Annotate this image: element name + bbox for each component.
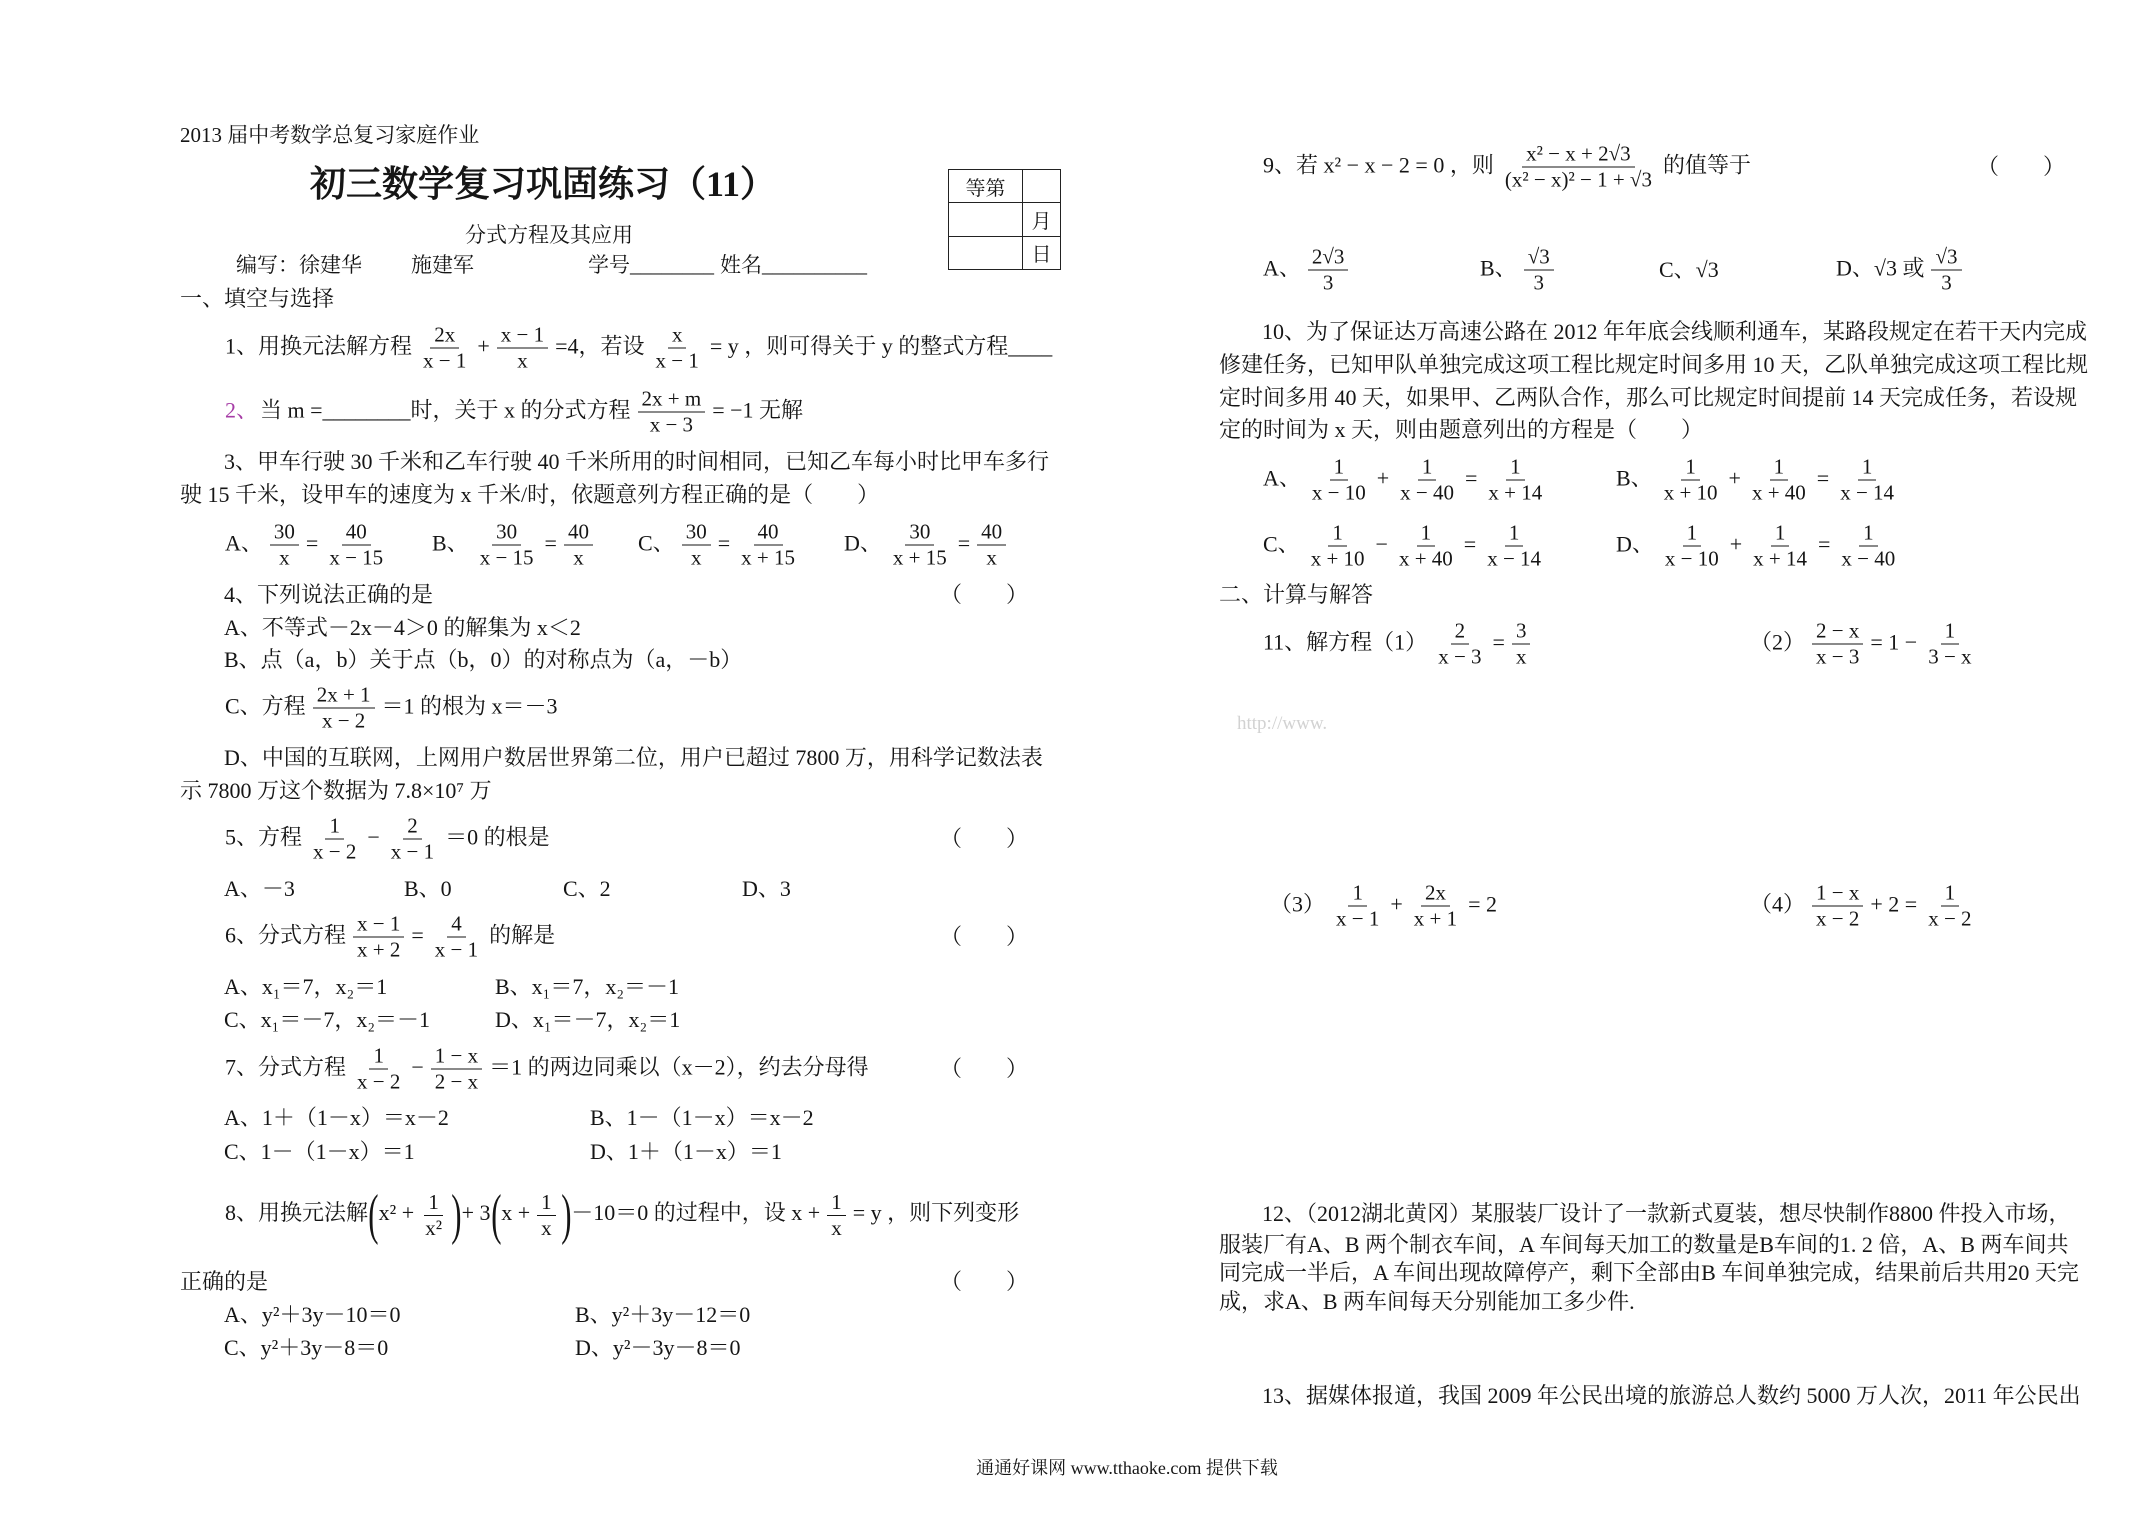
fraction-denominator: x − 15 [329,545,384,570]
fraction-numerator: 2x [1421,881,1450,907]
q10-option-a [1262,455,1552,506]
text-segment: − [367,824,380,850]
text-segment: B、 [1480,255,1517,281]
fraction-denominator: 3 [1533,270,1544,295]
q8-option-d: D、y²－3y－8＝0 [575,1335,741,1360]
fraction-numerator: 2x + m [638,387,706,413]
big-parenthesis: ) [560,1184,572,1246]
text-segment: 11、解方程（1） [1263,629,1428,655]
fraction [1512,619,1531,670]
q8-option-b: B、y²＋3y－12＝0 [575,1302,751,1327]
text-segment: C、√3 [1659,257,1719,282]
compiler-name: 编写：徐建华 [236,253,362,277]
fraction [737,520,799,571]
q6-option-c: C、x₁＝－7，x₂＝－1 [224,1007,431,1032]
fraction-denominator: x [517,348,528,373]
fraction-numerator: 1 [1330,455,1349,481]
question-5 [224,814,551,865]
question-number: 2、 [225,397,259,423]
fraction [431,1044,482,1095]
q4-option-d-line-1: D、中国的互联网，上网用户数居世界第二位，用户已超过 7800 万，用科学记数法表 [224,745,1043,770]
fraction [270,520,299,571]
fraction [1308,455,1370,506]
q11-part-1 [1262,619,1536,670]
fraction-numerator: 3 [1512,619,1531,645]
fraction-numerator: 1 [1418,455,1437,481]
fraction [1332,881,1383,932]
fraction [1661,521,1723,572]
fraction [638,387,706,438]
question-10-line-3: 定时间多用 40 天，如果甲、乙两队合作，那么可比规定时间提前 14 天完成任务，若设规 [1219,385,2078,410]
fraction [1410,881,1461,932]
text-segment: （4） [1750,891,1806,917]
text-segment: A、 [1263,465,1301,491]
fraction [1931,245,1961,296]
fraction [313,683,375,734]
fraction-denominator: x + 2 [357,937,401,962]
question-8 [224,1185,1020,1245]
fraction-denominator: x − 1 [434,937,479,962]
fraction-numerator: 1 [1348,881,1367,907]
q5-option-b: B、0 [404,876,452,901]
text-segment: ＝1 的根为 x＝－3 [381,693,558,719]
q4-option-d-line-2: 示 7800 万这个数据为 7.8×10⁷ 万 [180,778,492,803]
q9-option-d [1835,245,1968,296]
fraction-numerator: 30 [905,520,934,546]
text-segment: A、 [225,530,263,556]
student-name-blank: 姓名__________ [720,253,867,277]
text-segment: 的值等于 [1662,152,1751,178]
question-9 [1262,142,1752,193]
fraction-denominator: x − 10 [1311,480,1366,505]
day-label: 日 [1023,236,1061,269]
text-segment: 的解是 [489,922,556,948]
fraction-denominator: x² [425,1215,442,1240]
q5-option-a: A、－3 [224,876,295,901]
fraction [476,520,538,571]
text-segment: + [1376,465,1390,491]
section-heading-1: 一、填空与选择 [180,286,335,311]
fraction-denominator: x + 40 [1751,480,1806,505]
fraction-numerator: 40 [754,520,783,546]
fraction-numerator: x − 1 [497,323,548,349]
q6-answer-paren: （ ） [940,924,1029,949]
fraction-numerator: 2 [403,814,422,840]
text-segment: = [544,530,557,556]
fraction-numerator: 1 [325,814,344,840]
text-segment: 当 m =________时，关于 x 的分式方程 [260,397,631,423]
question-10-line-1: 10、为了保证达万高速公路在 2012 年年底会线顺利通车，某路段规定在若干天内完成 [1262,319,2088,344]
text-segment: = [957,530,971,556]
fraction-numerator: 1 [1858,455,1877,481]
big-parenthesis: ) [451,1184,462,1246]
text-segment: = 2 [1468,891,1498,917]
fraction-numerator: 1 [1941,619,1960,645]
text-segment: D、√3 或 [1836,255,1925,281]
fraction-numerator: 2√3 [1308,245,1349,271]
grade-label: 等第 [949,170,1023,203]
q4-option-b: B、点（a，b）关于点（b，0）的对称点为（a，－b） [224,647,743,672]
fraction [889,520,951,571]
big-parenthesis: ( [490,1184,502,1246]
fraction [497,323,548,374]
fraction-numerator: 1 [1771,521,1790,547]
subtitle: 分式方程及其应用 [465,223,633,247]
fraction-numerator: 1 [1506,455,1525,481]
fraction-denominator: x [541,1215,552,1240]
text-segment: B、 [1616,465,1653,491]
text-segment: C、 [638,530,675,556]
fraction-denominator: x − 1 [1336,906,1380,931]
header-note: 2013 届中考数学总复习家庭作业 [180,123,480,147]
fraction-denominator: x [573,545,584,570]
text-segment: − [1375,531,1388,557]
q7-option-c: C、1－（1－x）＝1 [224,1139,415,1164]
question-13-line-1: 13、据媒体报道，我国 2009 年公民出境的旅游总人数约 5000 万人次，2011 年公民出 [1262,1383,2081,1408]
fraction-denominator: x − 3 [1438,644,1482,669]
fraction-numerator: 40 [564,520,593,546]
text-segment: （3） [1270,891,1326,917]
text-segment: D、 [1616,531,1654,557]
fraction-denominator: (x² − x)² − 1 + √3 [1504,167,1652,192]
fraction-denominator: x + 15 [892,545,947,570]
q7-option-d: D、1＋（1－x）＝1 [590,1139,782,1164]
fraction-denominator: 3 [1322,270,1334,295]
q10-option-c [1262,521,1551,572]
fraction-denominator: x − 2 [321,708,366,733]
fraction-numerator: 1 − x [1812,881,1863,907]
fraction [353,1044,404,1095]
fraction [1524,245,1554,296]
question-12-line-4: 成，求A、B 两车间每天分别能加工多少件. [1219,1289,1635,1314]
fraction [1501,142,1656,193]
fraction-numerator: √3 [1931,245,1961,271]
fraction-numerator: 1 [537,1190,556,1216]
text-segment: ＝0 的根是 [445,824,550,850]
text-segment: =4，若设 [555,333,645,359]
text-segment: + 3 [461,1200,491,1226]
fraction-denominator: x [1515,644,1527,669]
q5-answer-paren: （ ） [940,826,1029,851]
text-segment: 6、分式方程 [225,922,347,948]
coauthor-name: 施建军 [411,253,474,277]
text-segment: + [1728,465,1741,491]
fraction-denominator: x − 2 [357,1069,401,1094]
text-segment: 8、用换元法解 [225,1200,369,1226]
fraction-denominator: x [986,545,997,570]
fraction [1307,521,1369,572]
text-segment: = [1492,629,1505,655]
question-4: 4、下列说法正确的是 [224,582,434,607]
fraction-denominator: x [279,545,290,570]
fraction-denominator: x − 14 [1487,546,1542,571]
question-3-line-2: 驶 15 千米，设甲车的速度为 x 千米/时，依题意列方程正确的是（ ） [180,482,880,507]
fraction-numerator: x² − x + 2√3 [1522,142,1635,168]
fraction-denominator: x − 1 [423,348,467,373]
fraction [1812,881,1863,932]
fraction-numerator: 4 [447,912,466,938]
fraction-numerator: √3 [1524,245,1554,271]
fraction-denominator: x − 2 [1928,906,1972,931]
fraction-numerator: 30 [270,520,299,546]
fraction-numerator: 1 [1683,521,1702,547]
fraction [431,912,482,963]
question-6 [224,912,556,963]
q3-option-a [224,520,393,571]
text-segment: = y ，则下列变形 [852,1200,1020,1226]
student-number-blank: 学号________ [588,253,714,277]
q10-option-d [1615,521,1905,572]
q11-part-4 [1749,881,1982,932]
fraction-denominator: x − 40 [1841,546,1896,571]
text-segment: = [717,530,731,556]
fraction [1660,455,1722,506]
day-value-cell [949,236,1023,269]
fraction-numerator: 2 − x [1812,619,1863,645]
fraction-numerator: 1 − x [431,1044,482,1070]
text-segment: x² + [378,1200,415,1226]
text-segment: = [1463,531,1477,557]
text-segment: 5、方程 [225,824,303,850]
text-segment: = y ，则可得关于 y 的整式方程____ [709,333,1053,359]
question-2 [224,387,804,438]
text-segment: x + [501,1200,531,1226]
fraction [419,323,470,374]
text-segment: （2） [1750,629,1806,655]
page-footer: 通通好课网 www.tthaoke.com 提供下载 [976,1458,1278,1478]
text-segment: + [477,333,490,359]
question-12-line-3: 同完成一半后，A 车间出现故障停产，剩下全部由B 车间单独完成，结果前后共用20 天完 [1219,1260,2079,1285]
fraction-denominator: 2 − x [434,1069,479,1094]
fraction-numerator: 1 [1328,521,1347,547]
fraction [1308,245,1349,296]
q11-part-2 [1749,619,1982,670]
q11-part-3 [1269,881,1498,932]
text-segment: B、 [432,530,469,556]
text-segment: = 1 − [1870,629,1918,655]
fraction-denominator: x − 15 [479,545,534,570]
fraction-numerator: 1 [1505,521,1524,547]
grade-value-cell [1023,170,1061,203]
fraction-numerator: 1 [827,1190,846,1216]
fraction [1483,521,1545,572]
fraction-numerator: 1 [1681,455,1700,481]
question-1 [224,323,1053,374]
fraction-denominator: x − 3 [649,412,694,437]
fraction-numerator: 1 [1417,521,1436,547]
q9-option-c [1658,255,1720,285]
text-segment: = [1818,531,1831,557]
text-segment: + [1390,891,1403,917]
fraction-denominator: x + 10 [1663,480,1718,505]
q5-option-d: D、3 [742,876,791,901]
question-12-line-2: 服装厂有A、B 两个制衣车间，A 车间每天加工的数量是B车间的1. 2 倍，A、B 两车间共 [1219,1232,2069,1257]
fraction [537,1190,556,1241]
q6-option-b: B、x₁＝7，x₂＝－1 [495,974,680,999]
text-segment: + [1729,531,1743,557]
text-segment: D、 [844,530,882,556]
fraction-numerator: 1 [424,1190,443,1216]
fraction [1396,455,1458,506]
q4-answer-paren: （ ） [940,582,1029,607]
text-segment: C、 [1263,531,1300,557]
text-segment: ＝1 的两边同乘以（x－2），约去分母得 [489,1054,869,1080]
text-segment: + 2 = [1870,891,1918,917]
q7-answer-paren: （ ） [940,1056,1029,1081]
fraction-denominator: x + 10 [1310,546,1365,571]
q7-option-b: B、1－（1－x）＝x－2 [590,1105,814,1130]
fraction-numerator: 1 [369,1044,388,1070]
fraction [353,912,404,963]
q8-option-c: C、y²＋3y－8＝0 [224,1335,389,1360]
fraction-numerator: x [668,323,687,349]
fraction-numerator: x − 1 [353,912,404,938]
fraction [1434,619,1485,670]
fraction-numerator: 2x + 1 [313,683,375,709]
fraction [325,520,387,571]
q9-option-b [1479,245,1560,296]
month-label: 月 [1023,203,1061,236]
fraction-denominator: x − 10 [1664,546,1719,571]
text-segment: C、方程 [225,693,306,719]
q9-answer-paren: （ ） [1977,154,2066,179]
fraction [682,520,711,571]
fraction-denominator: x − 2 [1816,906,1860,931]
q3-option-b [431,520,599,571]
fraction-denominator: x − 2 [313,839,357,864]
q6-option-d: D、x₁＝－7，x₂＝1 [495,1007,681,1032]
page-title: 初三数学复习巩固练习（11） [310,164,777,204]
text-segment: －10＝0 的过程中，设 x + [571,1200,821,1226]
fraction-denominator: x − 40 [1400,480,1454,505]
fraction-denominator: x + 15 [741,545,795,570]
fraction-numerator: 30 [682,520,711,546]
text-segment: − [411,1054,424,1080]
fraction [1837,521,1899,572]
question-3-line-1: 3、甲车行驶 30 千米和乙车行驶 40 千米所用的时间相同，已知乙车每小时比甲车多行 [224,449,1050,474]
fraction-denominator: x + 40 [1398,546,1453,571]
fraction-numerator: 1 [1859,521,1878,547]
fraction-denominator: x + 14 [1488,480,1543,505]
question-8-line-2: 正确的是 [180,1269,269,1294]
question-12-line-1: 12、（2012湖北黄冈）某服装厂设计了一款新式夏装，想尽快制作8800 件投入市场， [1262,1201,2071,1226]
fraction-denominator: 3 [1941,270,1952,295]
fraction [387,814,438,865]
q4-option-a: A、不等式－2x－4＞0 的解集为 x＜2 [224,615,581,640]
fraction-numerator: 40 [977,520,1006,546]
fraction [1924,881,1975,932]
fraction-denominator: 3 − x [1928,644,1972,669]
fraction [309,814,360,865]
q4-option-c [224,683,559,734]
month-value-cell [949,203,1023,236]
fraction-denominator: x [690,545,702,570]
fraction [1836,455,1898,506]
fraction-denominator: x [831,1215,842,1240]
text-segment: 9、若 x² − x − 2 = 0 ，则 [1263,152,1494,178]
q3-option-c [637,520,805,571]
text-segment: A、 [1263,255,1301,281]
fraction-numerator: 2x [430,323,459,349]
section-heading-2: 二、计算与解答 [1219,582,1374,607]
q8-answer-paren: （ ） [940,1269,1029,1294]
fraction-denominator: x − 1 [655,348,699,373]
text-segment: 1、用换元法解方程 [225,333,413,359]
fraction-denominator: x − 14 [1840,480,1895,505]
fraction [652,323,703,374]
fraction-denominator: x − 3 [1816,644,1860,669]
q6-option-a: A、x₁＝7，x₂＝1 [224,974,388,999]
q9-option-a [1262,245,1354,296]
q5-option-c: C、2 [563,876,611,901]
q7-option-a: A、1＋（1－x）＝x－2 [224,1105,449,1130]
question-7 [224,1044,870,1095]
fraction [1812,619,1863,670]
grade-box [948,169,1061,270]
q10-option-b [1615,455,1904,506]
fraction [1924,619,1975,670]
fraction [564,520,593,571]
fraction [1749,521,1811,572]
text-segment: = [1465,465,1478,491]
fraction-denominator: x − 1 [390,839,435,864]
fraction-numerator: 1 [1941,881,1960,907]
fraction [827,1190,846,1241]
question-10-line-2: 修建任务，已知甲队单独完成这项工程比规定时间多用 10 天，乙队单独完成这项工程比规 [1219,352,2089,377]
text-segment: = [411,922,424,948]
fraction-denominator: x + 1 [1413,906,1458,931]
text-segment: = −1 无解 [712,397,804,423]
fraction [421,1190,446,1241]
fraction [1748,455,1810,506]
text-segment: = [305,530,319,556]
fraction [1484,455,1546,506]
fraction-numerator: 1 [1770,455,1789,481]
fraction-numerator: 2 [1451,619,1470,645]
q3-option-d [843,520,1012,571]
fraction [1395,521,1457,572]
fraction [977,520,1006,571]
text-segment: = [1816,465,1830,491]
fraction-numerator: 40 [342,520,371,546]
fraction-denominator: x + 14 [1753,546,1807,571]
text-segment: 7、分式方程 [225,1054,347,1080]
faint-watermark: http://www. [1237,713,1328,734]
big-parenthesis: ( [368,1184,379,1246]
q8-option-a: A、y²＋3y－10＝0 [224,1302,401,1327]
fraction-numerator: 30 [492,520,521,546]
question-10-line-4: 定的时间为 x 天，则由题意列出的方程是（ ） [1219,417,1704,442]
